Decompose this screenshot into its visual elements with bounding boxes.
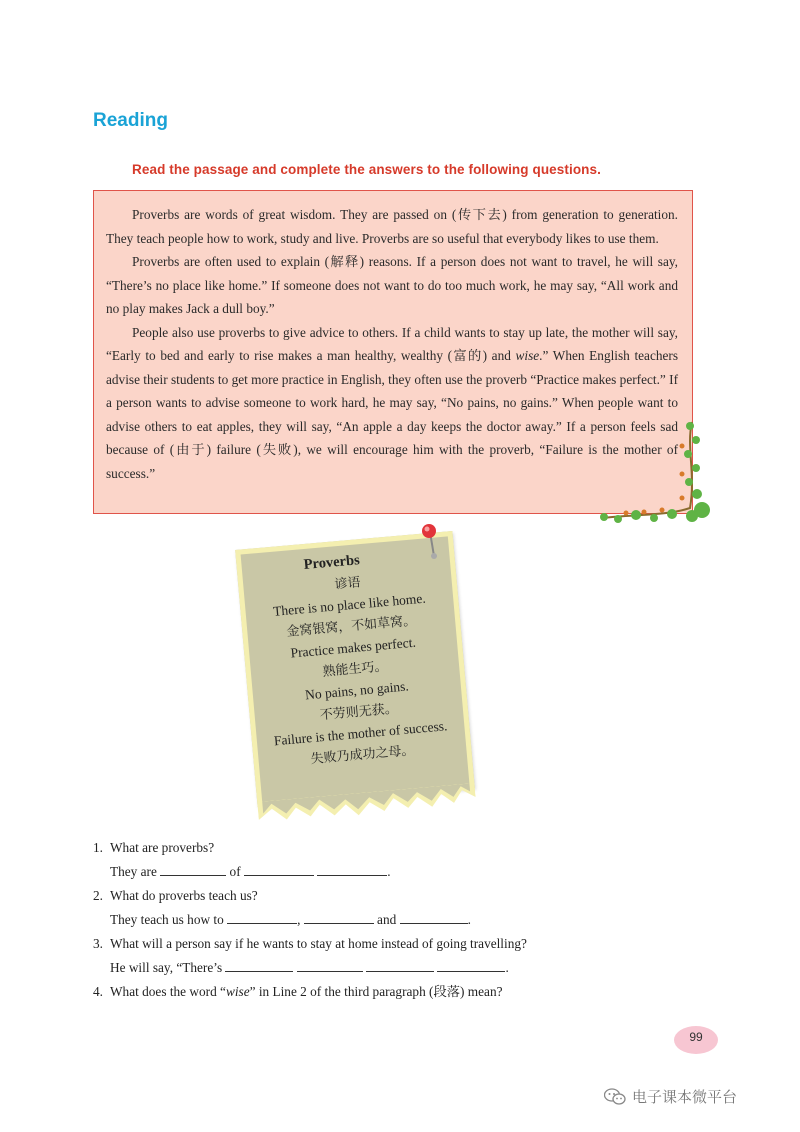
watermark [604,1086,737,1107]
note-title: Proverbs [303,552,361,574]
answer-3: He will say, “There’s . [93,956,713,980]
passage-paragraph-2: Proverbs are often used to explain (解释) reasons. If a person does not want to travel, he will say, “There’s no place like home.” If someone does not want to do too much work, he may say, “All work and no play makes Jack a dull boy.” [106,254,678,316]
torn-edge [257,783,476,826]
answer-blank[interactable] [317,861,387,876]
answer-blank[interactable] [304,909,374,924]
question-4: 4. What does the word “wise” in Line 2 of the third paragraph (段落) mean? [93,984,503,999]
push-pin-icon [418,522,442,562]
page-number: 99 [689,1030,703,1044]
answer-blank[interactable] [244,861,314,876]
question-1: 1. What are proverbs? [93,840,215,855]
answer-blank[interactable] [297,957,363,972]
note-line-zh: 熟能生巧。 [321,658,389,680]
instruction: Read the passage and complete the answers to the following questions. [132,162,601,177]
answer-blank[interactable] [225,957,293,972]
note-line-en: Failure is the mother of success. [273,718,448,749]
answer-blank[interactable] [366,957,434,972]
note-line-en: There is no place like home. [272,590,427,619]
answer-blank[interactable] [227,909,297,924]
note-line-zh: 失败乃成功之母。 [310,742,415,767]
questions-list [93,836,713,1004]
passage-paragraph-3: People also use proverbs to give advice to others. If a child wants to stay up late, the mother will say, “Early to bed and early to rise makes a man healthy, wealthy (富的) and wise.” When English teachers advise their students to get more practice in English, they often use the proverb “Practice makes perfect.” If a person wants to advise someone to work hard, he may say, “No pains, no gains.” When people want to advise others to eat apples, they will say, “An apple a day keeps the doctor away.” If a person feels sad because of (由于) failure (失败), we will encourage him with the proverb, “Failure is the mother of success.” [106,324,679,481]
answer-blank[interactable] [400,909,468,924]
watermark-text: 电子课本微平台 [632,1088,738,1106]
note-line-en: No pains, no gains. [304,678,410,703]
note-line-zh: 不劳则无获。 [319,700,399,723]
answer-1: They are of . [93,860,713,884]
vine-decoration [596,418,710,530]
answer-blank[interactable] [160,861,226,876]
answer-blank[interactable] [437,957,505,972]
question-2: 2. What do proverbs teach us? [93,888,258,903]
word-wise: wise [515,348,540,363]
note-line-en: Practice makes perfect. [289,634,417,661]
proverbs-note [235,531,475,807]
note-line-zh: 金窝银窝，不如草窝。 [285,613,417,640]
note-title-zh: 谚语 [333,574,362,592]
question-3: 3. What will a person say if he wants to stay at home instead of going travelling? [93,936,527,951]
passage-paragraph-1: Proverbs are words of great wisdom. They are passed on (传下去) from generation to generation. They teach people how to work, study and live. Proverbs are so useful that everybody likes to use them. [106,207,678,246]
answer-2: They teach us how to , and . [93,908,713,932]
section-title: Reading [93,110,168,131]
wechat-icon [604,1088,626,1106]
